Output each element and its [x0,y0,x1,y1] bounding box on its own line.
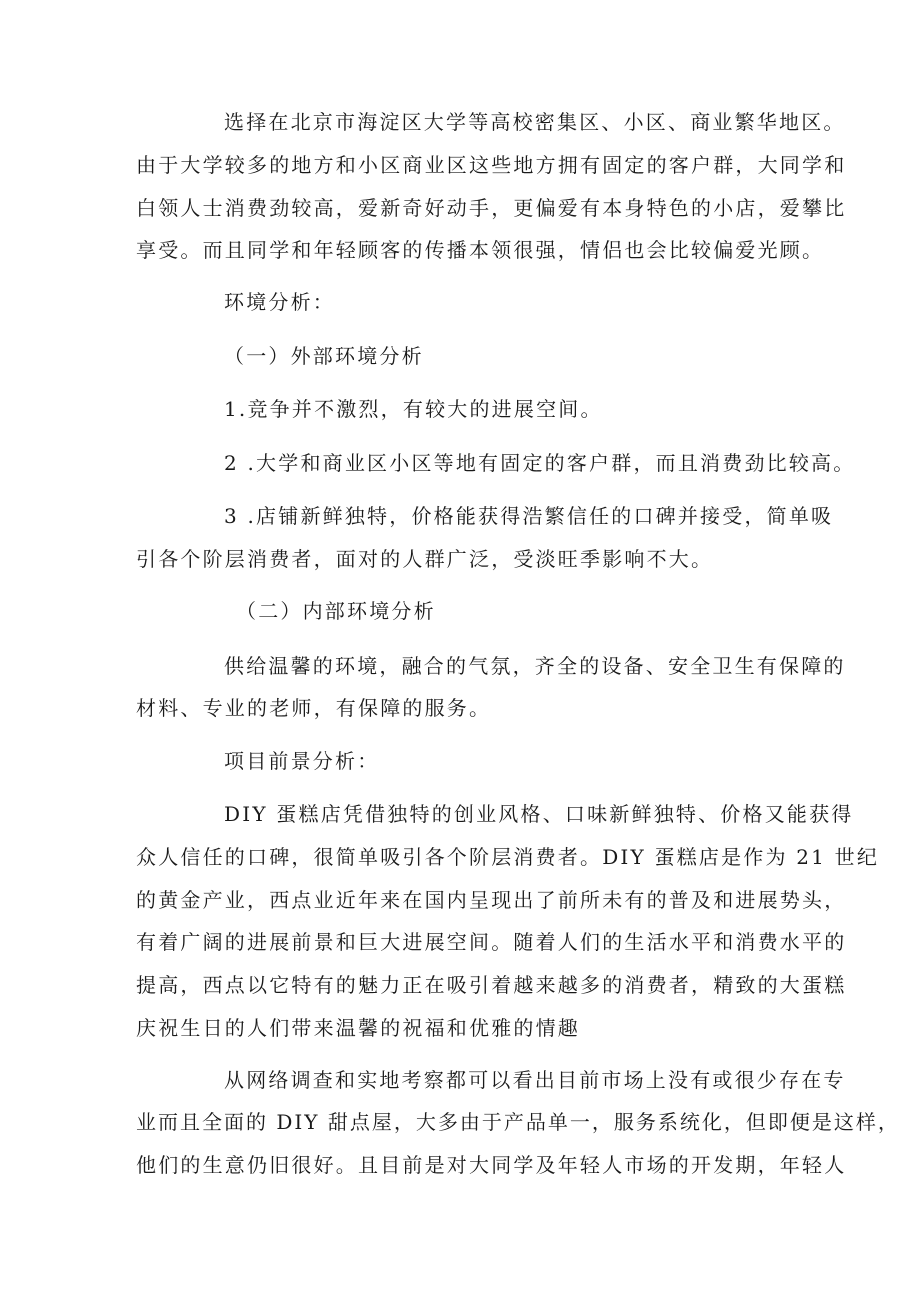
internal-line-2: 材料、专业的老师，有保障的服务。 [136,696,492,720]
prospect-line-3: 的黄金产业，西点业近年来在国内呈现出了前所未有的普及和进展势头， [136,888,847,912]
market-line-3: 他们的生意仍旧很好。且目前是对大同学及年轻人市场的开发期，年轻人 [136,1153,847,1177]
intro-line-4: 享受。而且同学和年轻顾客的传播本领很强，情侣也会比较偏爱光顾。 [136,238,825,262]
external-item-1: 1.竞争并不激烈，有较大的进展空间。 [224,397,603,421]
prospect-line-5: 提高，西点以它特有的魅力正在吸引着越来越多的消费者，精致的大蛋糕 [136,973,847,997]
intro-line-1: 选择在北京市海淀区大学等高校密集区、小区、商业繁华地区。 [224,110,846,134]
prospect-line-1: DIY 蛋糕店凭借独特的创业风格、口味新鲜独特、价格又能获得 [224,802,854,826]
intro-line-3: 白领人士消费劲较高，爱新奇好动手，更偏爱有本身特色的小店，爱攀比 [136,196,847,220]
intro-line-2: 由于大学较多的地方和小区商业区这些地方拥有固定的客户群，大同学和 [136,153,847,177]
external-item-3-line-1: 3 .店铺新鲜独特，价格能获得浩繁信任的口碑并接受，简单吸 [224,504,834,528]
internal-line-1: 供给温馨的环境，融合的气氛，齐全的设备、安全卫生有保障的 [224,654,846,678]
external-item-2: 2 .大学和商业区小区等地有固定的客户群，而且消费劲比较高。 [224,451,856,475]
heading-internal-environment: （二）内部环境分析 [236,599,436,623]
external-item-3-line-2: 引各个阶层消费者，面对的人群广泛，受淡旺季影响不大。 [136,547,714,571]
heading-environment-analysis: 环境分析： [224,290,335,314]
prospect-line-2: 众人信任的口碑，很简单吸引各个阶层消费者。DIY 蛋糕店是作为 21 世纪 [136,845,880,869]
heading-external-environment: （一）外部环境分析 [224,344,424,368]
prospect-line-4: 有着广阔的进展前景和巨大进展空间。随着人们的生活水平和消费水平的 [136,930,847,954]
prospect-line-6: 庆祝生日的人们带来温馨的祝福和优雅的情趣 [136,1016,580,1040]
market-line-1: 从网络调查和实地考察都可以看出目前市场上没有或很少存在专 [224,1068,846,1092]
heading-project-prospect: 项目前景分析： [224,749,380,773]
market-line-2: 业而且全面的 DIY 甜点屋，大多由于产品单一，服务系统化，但即便是这样， [136,1110,900,1134]
